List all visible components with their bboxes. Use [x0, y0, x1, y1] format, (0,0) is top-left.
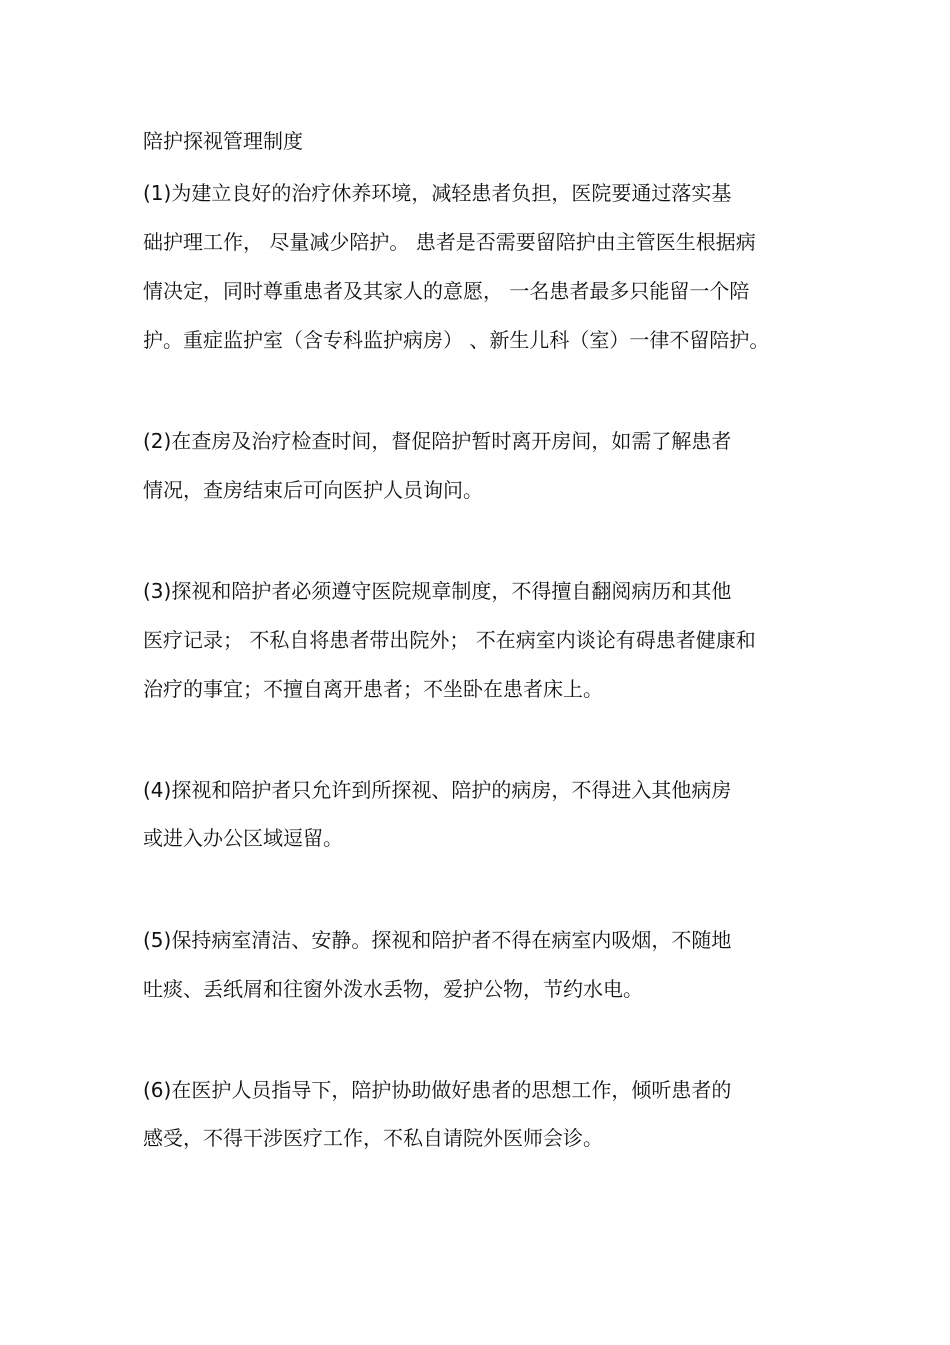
document-title: 陪护探视管理制度 [143, 129, 303, 153]
paragraph-5-line-1: (5)保持病室清洁、安静。探视和陪护者不得在病室内吸烟，不随地 [143, 928, 732, 952]
paragraph-2-line-1: (2)在查房及治疗检查时间，督促陪护暂时离开房间，如需了解患者 [143, 429, 732, 453]
paragraph-5-line-2: 吐痰、丢纸屑和往窗外泼水丢物，爱护公物，节约水电。 [143, 977, 643, 1001]
paragraph-6-line-2: 感受，不得干涉医疗工作，不私自请院外医师会诊。 [143, 1126, 603, 1150]
paragraph-4-line-1: (4)探视和陪护者只允许到所探视、陪护的病房，不得进入其他病房 [143, 778, 732, 802]
paragraph-3-line-1: (3)探视和陪护者必须遵守医院规章制度，不得擅自翻阅病历和其他 [143, 579, 732, 603]
paragraph-1-line-4: 护。重症监护室（含专科监护病房） 、新生儿科（室）一律不留陪护。 [143, 328, 770, 352]
paragraph-1-line-3: 情决定，同时尊重患者及其家人的意愿， 一名患者最多只能留一个陪 [143, 279, 750, 303]
paragraph-1-line-2: 础护理工作， 尽量减少陪护。 患者是否需要留陪护由主管医生根据病 [143, 230, 756, 254]
paragraph-6-line-1: (6)在医护人员指导下，陪护协助做好患者的思想工作，倾听患者的 [143, 1078, 732, 1102]
paragraph-3-line-2: 医疗记录； 不私自将患者带出院外； 不在病室内谈论有碍患者健康和 [143, 628, 756, 652]
paragraph-2-line-2: 情况，查房结束后可向医护人员询问。 [143, 478, 483, 502]
paragraph-3-line-3: 治疗的事宜；不擅自离开患者；不坐卧在患者床上。 [143, 677, 603, 701]
paragraph-4-line-2: 或进入办公区域逗留。 [143, 826, 343, 850]
paragraph-1-line-1: (1)为建立良好的治疗休养环境，减轻患者负担，医院要通过落实基 [143, 181, 732, 205]
